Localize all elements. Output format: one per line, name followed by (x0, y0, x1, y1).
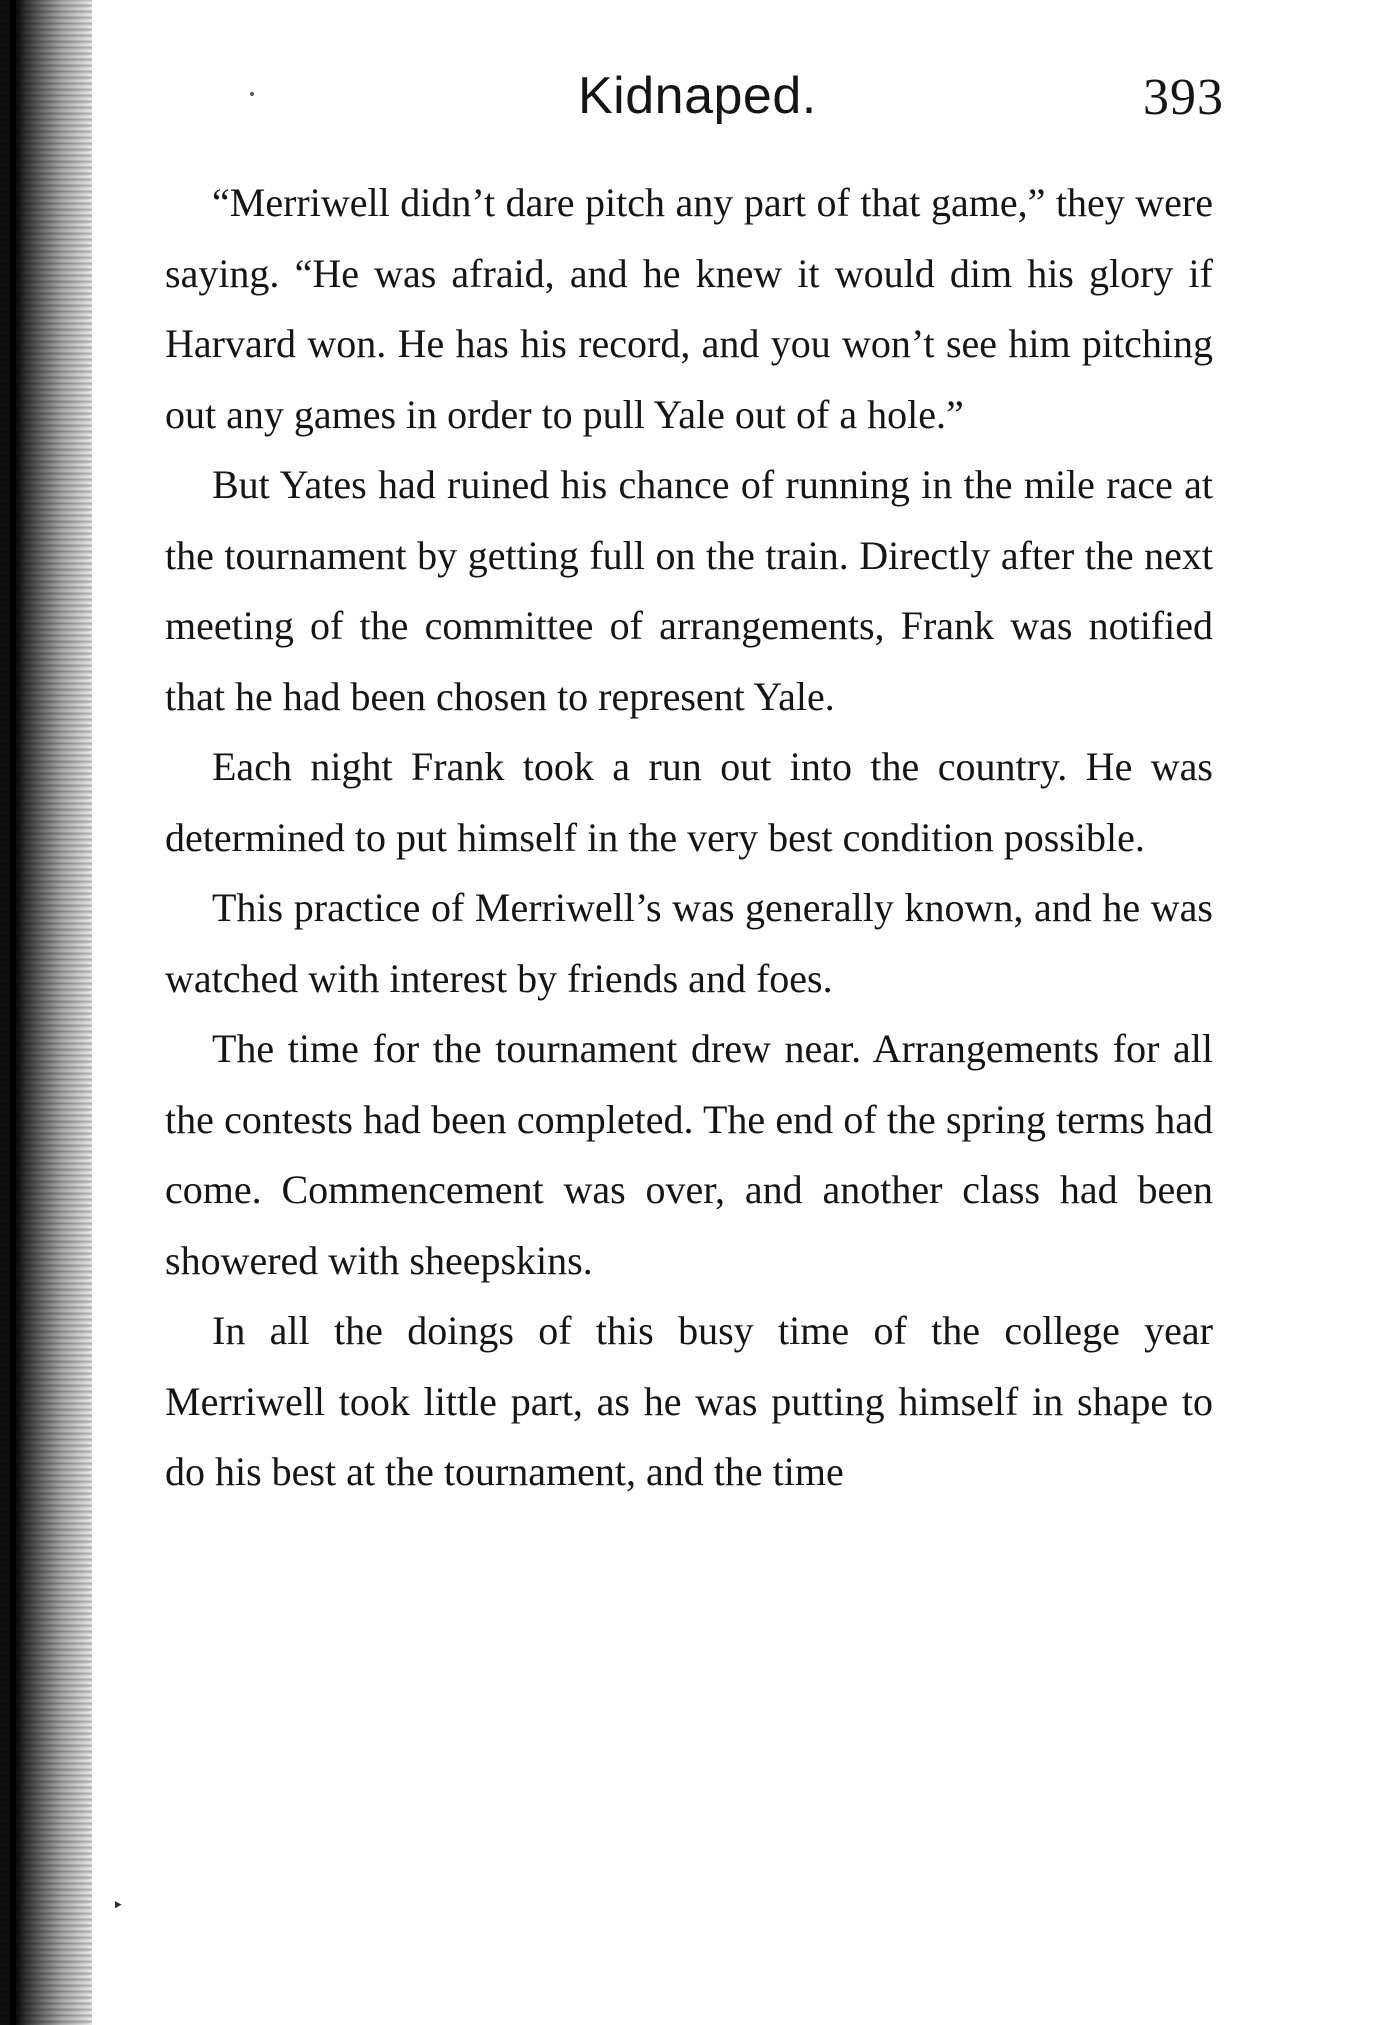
page-number: 393 (1143, 69, 1224, 126)
body-text (165, 168, 1213, 1508)
paragraph-3: Each night Frank took a run out into the country. He was determined to put himself in the very best condition possible. (165, 744, 1213, 860)
paragraph-2: But Yates had ruined his chance of running in the mile race at the tournament by getting full on the train. Directly after the next meeting of the committee of arrangements, Frank was notified that he had been chosen to represent Yale. (165, 462, 1213, 719)
paragraph-1: “Merriwell didn’t dare pitch any part of that game,” they were saying. “He was afraid, and he knew it would dim his glory if Harvard won. He has his record, and you won’t see him pitching out any games in order to pull Yale out of a hole.” (165, 180, 1213, 437)
margin-mark: ‣ (112, 1895, 124, 1917)
page-header (0, 66, 1395, 136)
paragraph-4: This practice of Merriwell’s was generally known, and he was watched with interest by friends and foes. (165, 885, 1213, 1001)
binding-shadow-line (10, 0, 16, 2025)
paragraph-6: In all the doings of this busy time of the college year Merriwell took little part, as he was putting himself in shape to do his best at the tournament, and the time (165, 1308, 1213, 1494)
header-speck (250, 92, 254, 96)
running-head-title: Kidnaped. (578, 67, 817, 125)
paragraph-5: The time for the tournament drew near. Arrangements for all the contests had been completed. The end of the spring terms had come. Commencement was over, and another class had been showered with sheepskins. (165, 1026, 1213, 1283)
